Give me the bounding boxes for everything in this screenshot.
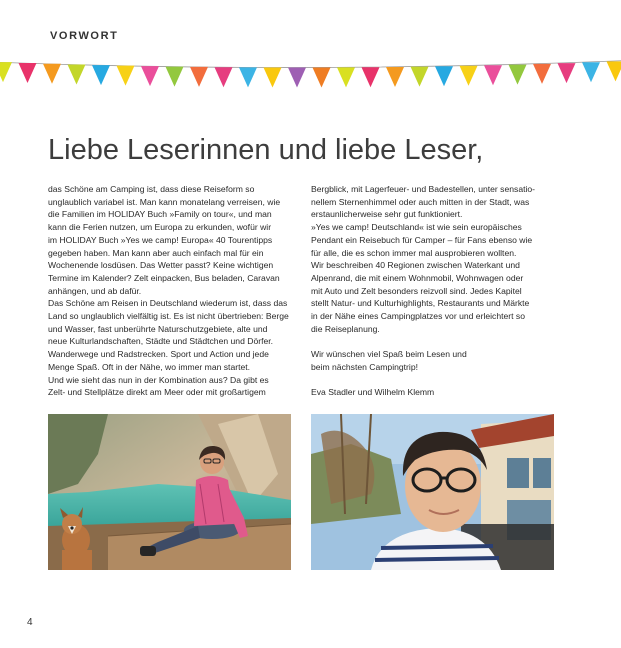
text-line: Wanderwege und Radstrecken. Sport und Action und jede	[48, 349, 269, 360]
bunting-flag	[43, 64, 61, 84]
page-number: 4	[27, 617, 33, 628]
bunting-flag	[19, 63, 37, 83]
text-line: Zelt- und Stellplätze direkt am Meer oder mit großartigem	[48, 387, 266, 398]
bunting-flag	[509, 65, 527, 85]
bunting-flag	[411, 67, 429, 87]
bunting-flag	[582, 62, 600, 82]
text-column-left	[48, 183, 294, 399]
bunting-flag	[264, 67, 282, 87]
section-label: VORWORT	[50, 30, 119, 42]
bunting-flag	[166, 67, 184, 87]
bunting-flag	[362, 67, 380, 87]
text-line: Bergblick, mit Lagerfeuer- und Badestellen, unter sensatio-	[311, 184, 536, 194]
text-line: in der Nähe eines Campingplatzes vor und erleichtert so	[311, 311, 526, 322]
bunting-flag	[239, 67, 257, 87]
text-line: Das Schöne am Reisen in Deutschland wiederum ist, dass das	[48, 298, 288, 309]
bunting-flag	[558, 63, 576, 83]
text-column-right	[311, 183, 557, 399]
text-line: das Schöne am Camping ist, dass diese Reiseform so	[48, 184, 255, 194]
text-line: Termine im Kalender? Zelt einpacken, Bus beladen, Caravan	[48, 272, 280, 283]
bunting-flag	[68, 64, 86, 84]
photo-man-with-glasses	[311, 414, 554, 570]
text-line: die Familien im HOLIDAY Buch »Family on tour«, und man	[48, 209, 272, 220]
text-line: Menge Spaß. Oft in der Nähe, wo immer man startet.	[48, 361, 251, 372]
bunting-flag	[533, 64, 551, 84]
signature: Eva Stadler und Wilhelm Klemm	[311, 387, 435, 398]
text-line: Wochenende losdüsen. Das Wetter passt? Keine wichtigen	[48, 260, 274, 271]
bunting-flag	[288, 68, 306, 88]
bunting-flag	[141, 66, 159, 86]
bunting-flag	[386, 67, 404, 87]
text-line: im HOLIDAY Buch »Yes we camp! Europa« 40 Tourentipps	[48, 234, 273, 245]
text-line: unglaublich variabel ist. Man kann monatelang verreisen, wie	[48, 196, 281, 207]
text-line: stellt Natur- und Kulturhighlights, Restaurants und Märkte	[311, 298, 530, 309]
photo-woman-with-dog	[48, 414, 291, 570]
bunting-flag	[215, 67, 233, 87]
page-title: Liebe Leserinnen und liebe Leser,	[48, 134, 484, 166]
text-line: und Wasser, fast unberührte Naturschutzgebiete, alte und	[48, 323, 268, 334]
bunting-flag	[190, 67, 208, 87]
text-line: Und wie sieht das nun in der Kombination aus? Da gibt es	[48, 374, 269, 385]
text-line: Alpenrand, die mit einem Wohnmobil, Wohnwagen oder	[311, 272, 524, 283]
bunting-flag	[435, 66, 453, 86]
text-line: erstaunlicherweise sehr gut funktioniert.	[311, 209, 463, 220]
text-line: »Yes we camp! Deutschland« ist wie sein europäisches	[311, 222, 522, 233]
closing-line: beim nächsten Campingtrip!	[311, 361, 418, 372]
text-line: nellem Sternenhimmel oder auch mitten in der Stadt, was	[311, 196, 530, 207]
bunting-flag	[117, 66, 135, 86]
bunting-flag	[460, 66, 478, 86]
bunting-flag	[92, 65, 110, 85]
text-line: Wir beschreiben 40 Regionen zwischen Waterkant und	[311, 260, 520, 271]
text-line: gegeben haben. Man kann aber auch einfach mal für ein	[48, 247, 264, 258]
bunting-flag	[607, 61, 621, 81]
bunting-flag	[313, 68, 331, 88]
text-line: die Reiseplanung.	[311, 323, 380, 334]
text-line: anhängen, und ab dafür.	[48, 285, 142, 296]
text-line: Land so unglaublich vielfältig ist. Es ist nicht übertrieben: Berge	[48, 311, 289, 322]
text-line: Pendant ein Reisebuch für Camper – für Fans ebenso wie	[311, 234, 533, 245]
bunting-flag	[337, 67, 355, 87]
bunting-flag	[0, 62, 12, 82]
text-line: mit Auto und Zelt besonders reizvoll sind. Jedes Kapitel	[311, 285, 522, 296]
text-line: neue Kulturlandschaften, Städte und Städtchen und Dörfer.	[48, 336, 274, 347]
text-line: für alle, die es schon immer mal ausprobieren wollten.	[311, 247, 517, 258]
text-line: kann die Ferien nutzen, um Europa zu erkunden, wofür wir	[48, 222, 272, 233]
bunting-garland	[0, 56, 621, 100]
closing-line: Wir wünschen viel Spaß beim Lesen und	[311, 349, 467, 360]
bunting-flag	[484, 65, 502, 85]
